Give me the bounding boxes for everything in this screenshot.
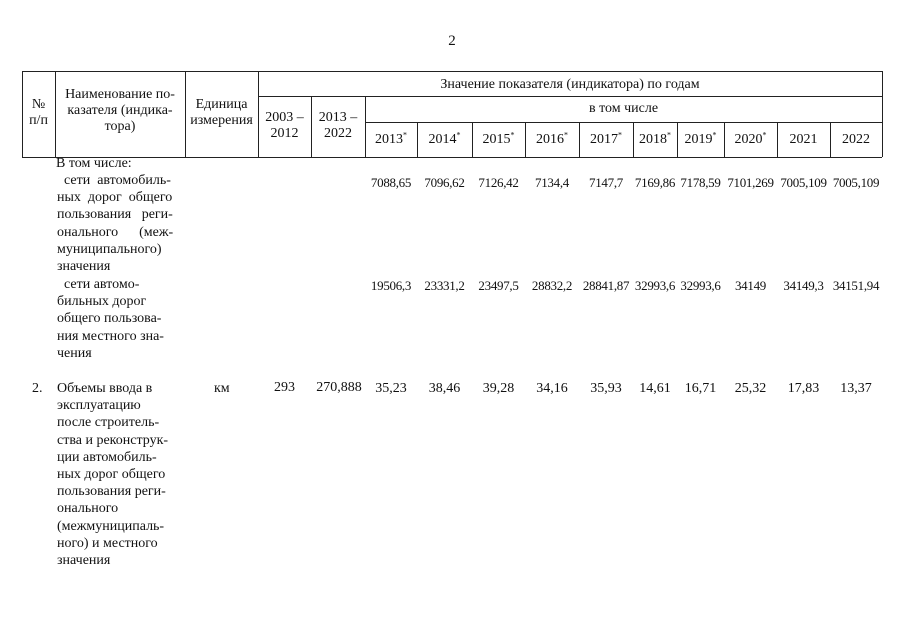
footnote-mark: *	[712, 130, 717, 140]
row-2-value-2013: 35,23	[375, 381, 407, 396]
row-2-period-2: 270,888	[316, 380, 362, 395]
regional-value-2015: 7126,42	[478, 175, 519, 190]
header-year-2021	[777, 132, 830, 148]
header-year-2020	[724, 132, 777, 148]
header-year-2016	[525, 132, 579, 148]
footnote-mark: *	[667, 130, 671, 140]
header-group-title: Значение показателя (индикатора) по годам	[440, 77, 700, 92]
table-header	[22, 71, 882, 158]
row-2-value-2018: 14,61	[639, 381, 671, 396]
year-label: 2016	[536, 132, 564, 147]
footnote-mark: *	[403, 130, 407, 140]
header-year-2019	[677, 132, 724, 148]
header-year-2017	[579, 132, 633, 148]
header-year-2014	[417, 132, 472, 148]
row-2-value-2015: 39,28	[482, 381, 515, 396]
footnote-mark: *	[618, 130, 622, 140]
footnote-mark: *	[510, 130, 515, 140]
row-2-value-2016: 34,16	[536, 381, 568, 396]
local-value-2016: 28832,2	[531, 278, 573, 293]
regional-value-2022: 7005,109	[832, 175, 880, 190]
page-number: 2	[448, 33, 456, 49]
year-label: 2020	[734, 132, 763, 147]
header-year-2022	[830, 132, 882, 148]
local-value-2014: 23331,2	[424, 278, 465, 293]
local-value-2019: 32993,6	[680, 278, 721, 293]
footnote-mark: *	[564, 130, 568, 140]
footnote-mark: *	[456, 130, 461, 140]
regional-value-2019: 7178,59	[680, 175, 721, 190]
regional-value-2017: 7147,7	[589, 175, 623, 190]
local-value-2015: 23497,5	[478, 278, 519, 293]
regional-value-2013: 7088,65	[370, 175, 412, 190]
row-2-number: 2.	[32, 381, 43, 396]
row-2-value-2021: 17,83	[787, 381, 820, 396]
regional-value-2021: 7005,109	[780, 175, 827, 190]
local-value-2018: 32993,6	[634, 278, 676, 293]
header-year-2013	[365, 132, 417, 148]
header-subgroup: в том числе	[588, 101, 659, 116]
local-value-2013: 19506,3	[370, 278, 412, 293]
year-label: 2019	[684, 132, 713, 147]
regional-value-2018: 7169,86	[634, 175, 676, 190]
regional-value-2014: 7096,62	[424, 175, 465, 190]
year-label: 2014	[428, 132, 457, 147]
year-label: 2017	[590, 132, 618, 147]
header-year-2015	[472, 132, 525, 148]
row-2-unit: км	[214, 381, 230, 396]
local-value-2020: 34149	[734, 278, 766, 293]
footnote-mark: *	[762, 130, 767, 140]
row-2-value-2022: 13,37	[840, 381, 872, 396]
year-label: 2021	[789, 132, 818, 147]
row-2-value-2014: 38,46	[428, 381, 461, 396]
year-label: 2022	[842, 132, 870, 147]
header-unit: Единица измерения	[190, 97, 253, 128]
local-value-2021: 34149,3	[783, 278, 824, 293]
year-label: 2015	[482, 132, 511, 147]
row-2-value-2019: 16,71	[684, 381, 717, 396]
regional-value-2020: 7101,269	[727, 175, 774, 190]
row-2-value-2017: 35,93	[590, 381, 622, 396]
header-year-2018	[633, 132, 677, 148]
year-label: 2018	[639, 132, 667, 147]
intro-label: В том числе:	[56, 156, 132, 171]
regional-value-2016: 7134,4	[535, 175, 569, 190]
year-label: 2013	[375, 132, 403, 147]
row-2-value-2020: 25,32	[734, 381, 767, 396]
header-period-2: 2013 – 2022	[318, 110, 358, 141]
header-name: Наименование по- казателя (индика- тора)	[65, 87, 175, 134]
row-2-name: Объемы ввода в эксплуатацию после строитель- ства и реконструк- ции автомобиль- ных дорог общего пользования реги- онального (межмуниципаль- ного) и местного значения	[57, 381, 169, 569]
row-2-period-1: 293	[274, 380, 295, 395]
local-value-2017: 28841,87	[582, 278, 630, 293]
local-network-name: сети автомо- бильных дорог общего пользова- ния местного зна- чения	[57, 277, 164, 361]
regional-network-name: сети автомобиль- ных дорог общего пользования реги- онального (меж- муниципального) значения	[57, 173, 174, 275]
local-value-2022: 34151,94	[832, 278, 880, 293]
header-period-1: 2003 – 2012	[265, 110, 304, 141]
header-number: № п/п	[29, 97, 48, 128]
